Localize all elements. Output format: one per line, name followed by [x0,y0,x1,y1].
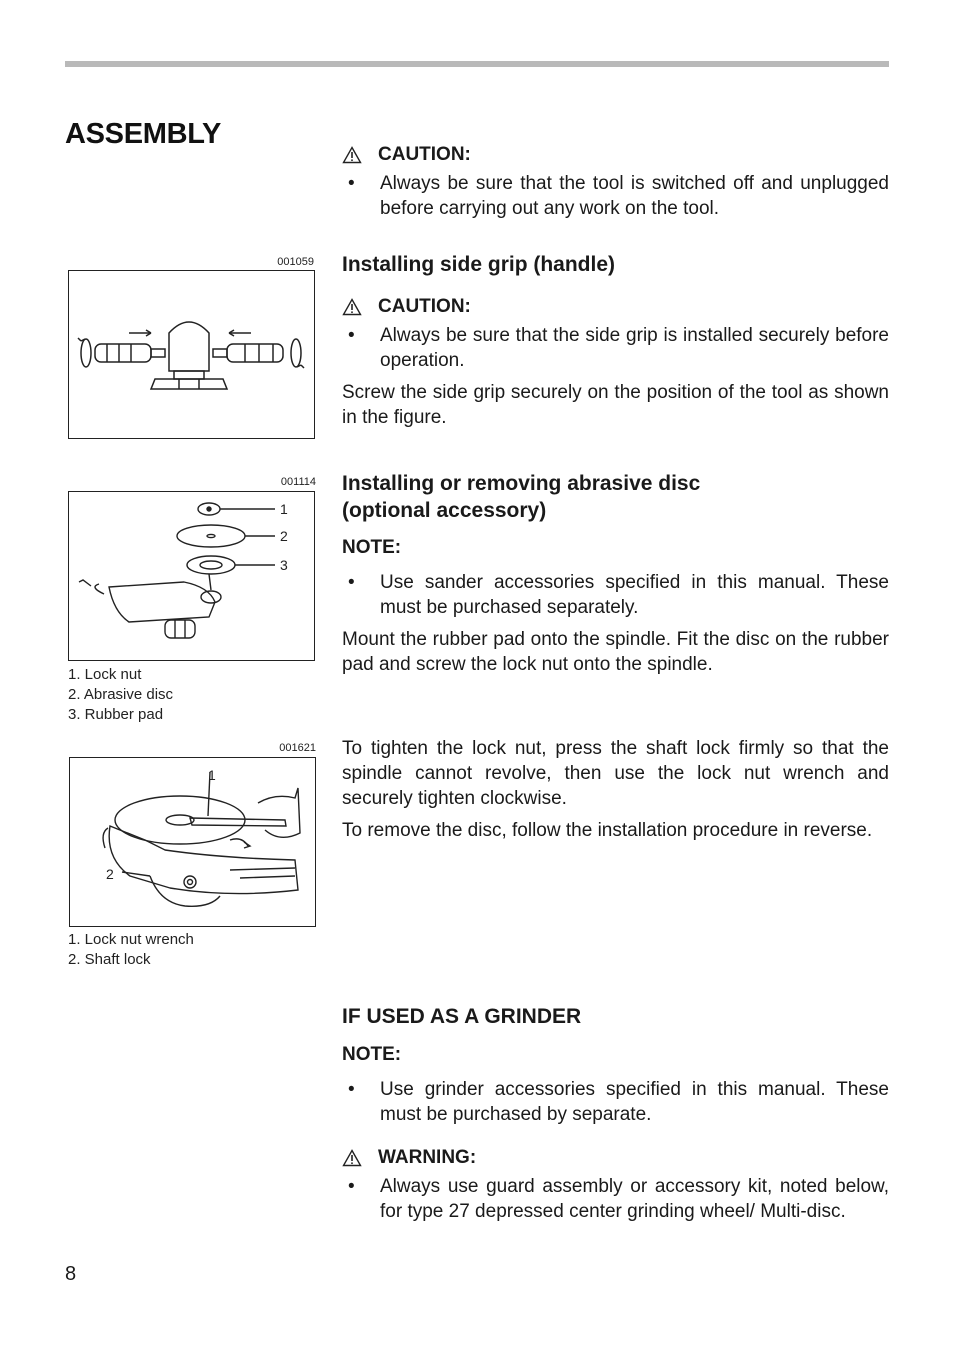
page-number: 8 [65,1263,77,1285]
warning-triangle-icon [342,298,364,316]
legend-item: 2. Shaft lock [68,951,151,968]
figure-legend [68,930,194,970]
figure-code: 001059 [277,256,314,268]
top-caution-block [342,142,889,221]
figure-code: 001114 [280,476,316,488]
tighten-paragraph: To tighten the lock nut, press the shaft lock firmly so that the spindle cannot revolve, then use the lock nut wrench and securely tighten clockwise. [342,738,889,809]
callout-3: 3 [280,557,288,573]
figure-abrasive-disc [68,491,315,661]
note-label: NOTE: [342,537,402,558]
warning-triangle-icon [342,146,364,164]
figure-side-grip [68,270,315,439]
abrasive-disc-section [342,470,889,677]
lock-nut-section [342,736,889,843]
bullet-item: • Always be sure that the side grip is installed securely before operation. [348,325,889,371]
side-grip-paragraph: Screw the side grip securely on the position of the tool as shown in the figure. [342,382,889,428]
legend-item: 1. Lock nut [68,666,142,683]
bullet-item: • Use sander accessories specified in this manual. These must be purchased separately. [348,572,889,618]
figure-legend [68,665,173,725]
figure-code: 001621 [279,742,316,754]
side-grip-heading: Installing side grip (handle) [342,253,616,276]
side-grip-section [342,251,889,430]
top-rule [65,61,889,67]
warning-label: WARNING: [342,1145,889,1170]
figure-lock-nut-wrench [69,757,316,927]
bullet-item: • Always use guard assembly or accessory kit, noted below, for type 27 depressed center grinding wheel/ Multi-disc. [348,1176,889,1222]
side-grip-illustration [69,271,313,437]
bullet-item: • Always be sure that the tool is switched off and unplugged before carrying out any work on the tool. [348,173,889,219]
grinder-heading: IF USED AS A GRINDER [342,1005,582,1028]
warning-triangle-icon [342,1149,364,1167]
legend-item: 3. Rubber pad [68,706,164,723]
remove-paragraph: To remove the disc, follow the installation procedure in reverse. [342,820,873,841]
abrasive-disc-heading-line2: (optional accessory) [342,499,547,522]
legend-item: 2. Abrasive disc [68,686,174,703]
abrasive-disc-heading-line1: Installing or removing abrasive disc [342,472,701,495]
callout-2: 2 [280,528,288,544]
grinder-section [342,1003,889,1224]
lock-nut-wrench-illustration [70,758,314,925]
abrasive-disc-paragraph: Mount the rubber pad onto the spindle. Fit the disc on the rubber pad and screw the lock nut onto the spindle. [342,629,889,675]
legend-item: 1. Lock nut wrench [68,931,194,948]
bullet-item: • Use grinder accessories specified in this manual. These must be purchased by separate. [348,1079,889,1125]
abrasive-disc-illustration [69,492,313,659]
section-title: ASSEMBLY [65,118,222,150]
callout-2: 2 [106,866,114,882]
callout-1: 1 [280,501,288,517]
callout-1: 1 [208,767,216,783]
caution-label: CAUTION: [342,142,889,167]
caution-label: CAUTION: [342,294,889,319]
note-label: NOTE: [342,1044,402,1065]
